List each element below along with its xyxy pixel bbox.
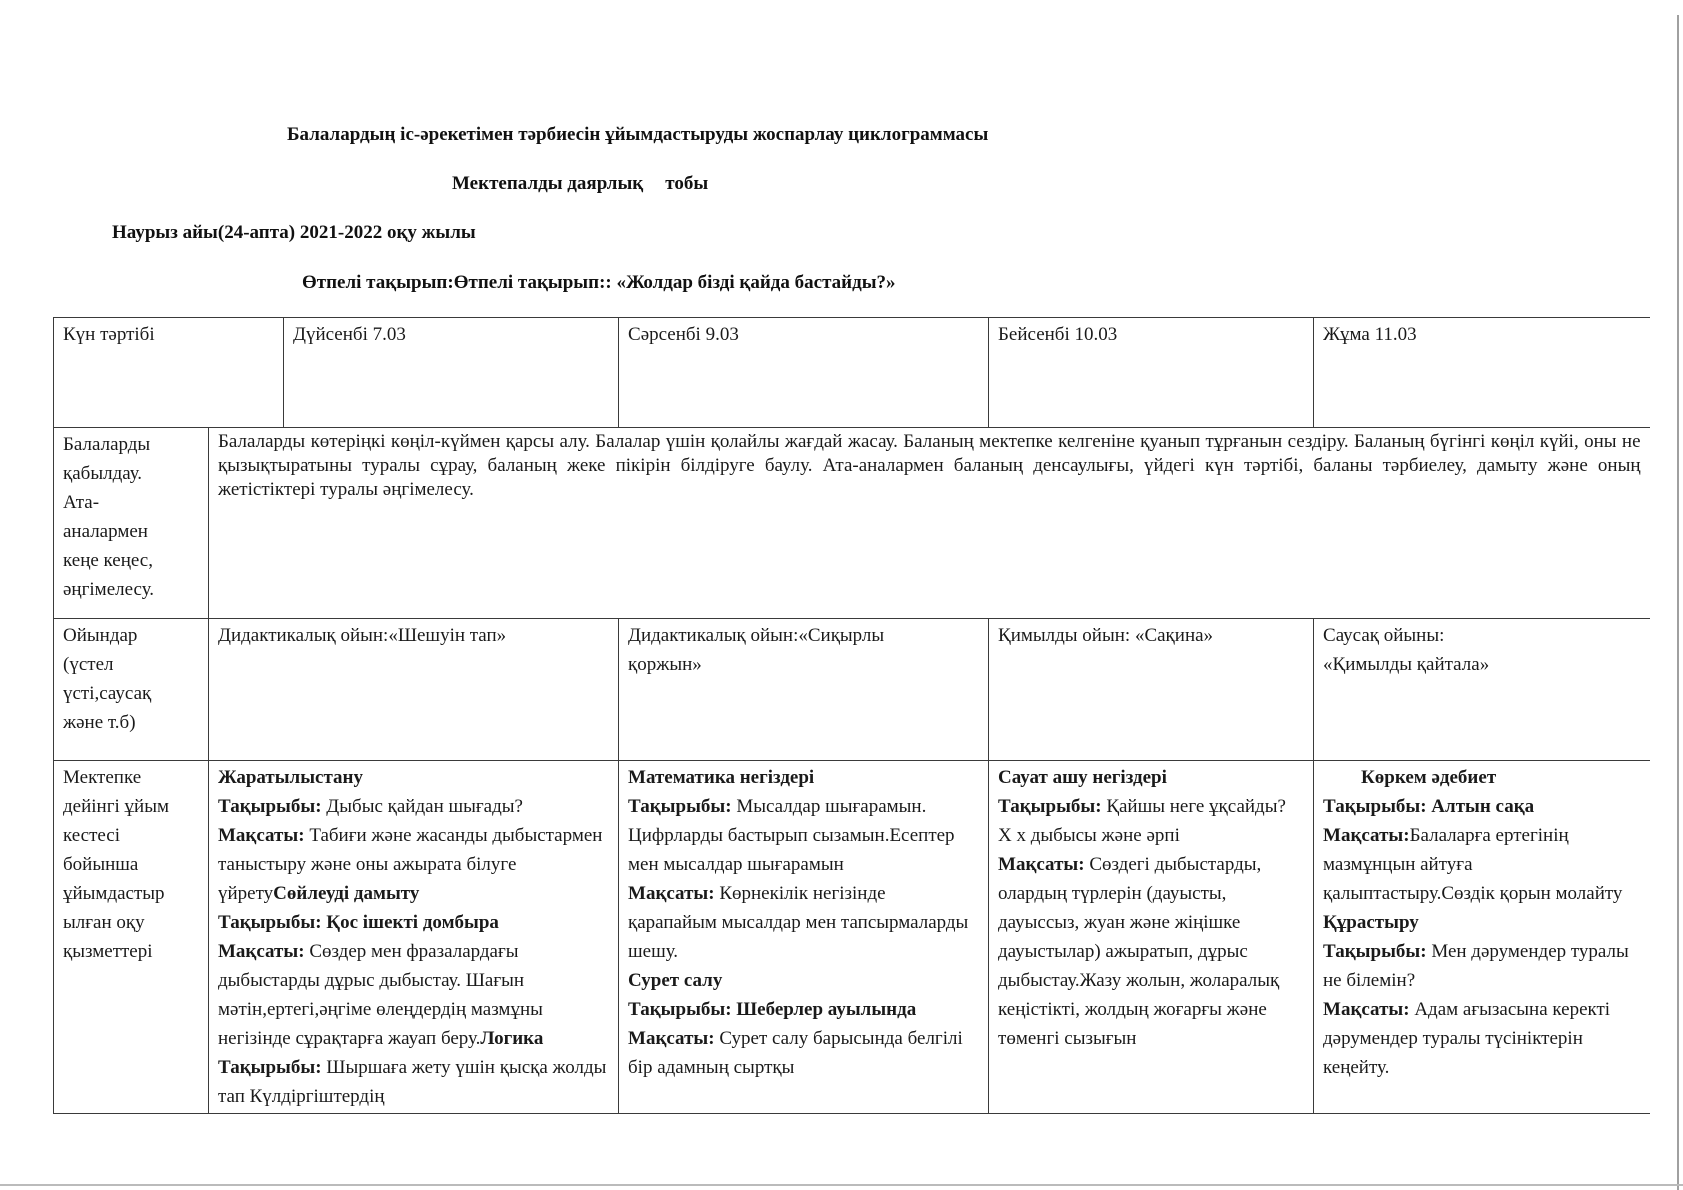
goal-text: Адам ағызасына керекті дәрумендер туралы түсініктерін кеңейту. <box>1323 999 1611 1078</box>
goal-label: Мақсаты: <box>628 883 715 904</box>
label-line: кестесі <box>63 825 121 846</box>
topic-text: Тақырыбы: Шеберлер ауылында <box>628 999 917 1020</box>
subject-title: Құрастыру <box>1323 912 1419 933</box>
topic-text: Тақырыбы: Қос ішекті домбыра <box>218 912 499 933</box>
label-line: ұйымдастыр <box>63 883 165 904</box>
topic-label: Тақырыбы: <box>628 796 732 817</box>
subject-title: Көркем әдебиет <box>1361 767 1497 788</box>
label-line: бойынша <box>63 854 139 875</box>
reception-description: Балаларды көтеріңкі көңіл-күймен қарсы алу. Балалар үшін қолайлы жағдай жасау. Баланың мектепке келгеніне қуанып тұрғанын сездіру. Баланың бүгінгі көңіл күйі, оны не қызықтыратыны туралы сұрау, баланың жеке пікірін білдіруге баулу. Ата-аналармен баланың денсаулығы, үйдегі күн тәртібі, баланы тәрбиелеу, дамыту және оның жетістіктері туралы әңгімелесу. <box>209 428 1650 619</box>
label-line: Балаларды <box>63 434 151 455</box>
subject-title: Логика <box>480 1028 544 1049</box>
document-title: Балалардың іс-әрекетімен тәрбиесін ұйымдастыруды жоспарлау циклограммасы <box>287 124 989 145</box>
game-text: Дидактикалық ойын:«Сиқырлы <box>628 625 885 646</box>
label-line: дейінгі ұйым <box>63 796 169 817</box>
goal-text: Сөздегі дыбыстарды, олардың түрлерін (дауысты, дауыссыз, жуан және жіңішке дауыстылар) ажыратып, дұрыс дыбыстау.Жазу жолын, жоларалық кеңістікті, жолдың жоғарғы және төменгі сызығын <box>998 854 1280 1049</box>
label-line: әңгімелесу. <box>63 579 155 600</box>
goal-label: Мақсаты: <box>218 941 305 962</box>
topic-label: Тақырыбы: <box>218 1057 322 1078</box>
label-line: және т.б) <box>63 712 136 733</box>
games-thursday <box>989 619 1314 761</box>
topic-text: Қайшы неге ұқсайды? <box>1101 796 1286 817</box>
header-day-schedule: Күн тәртібі <box>54 318 284 428</box>
group-name-text: Мектепалды даярлық <box>452 173 644 194</box>
goal-label: Мақсаты: <box>1323 999 1410 1020</box>
header-day-wednesday: Сәрсенбі 9.03 <box>619 318 989 428</box>
topic-text: Дыбыс қайдан шығады? <box>321 796 523 817</box>
table-row-games <box>54 619 1650 761</box>
label-line: Ойындар <box>63 625 138 646</box>
goal-text: Сурет салу барысында белгілі бір адамның сыртқы <box>628 1028 963 1078</box>
topic-text: Мен дәрумендер туралы не білемін? <box>1323 941 1629 991</box>
subject-title: Сөйлеуді дамыту <box>273 883 420 904</box>
label-line: Ата- <box>63 492 100 513</box>
label-line: ылған оқу <box>63 912 145 933</box>
topic-text: Тақырыбы: Алтын сақа <box>1323 796 1535 817</box>
games-friday <box>1314 619 1650 761</box>
label-line: аналармен <box>63 521 148 542</box>
header-day-friday: Жұма 11.03 <box>1314 318 1650 428</box>
label-line: кеңе кеңес, <box>63 550 153 571</box>
lessons-monday <box>209 761 619 1114</box>
subject-title: Сурет салу <box>628 970 723 991</box>
goal-text: Көрнекілік негізінде қарапайым мысалдар мен тапсырмаларды шешу. <box>628 883 969 962</box>
subject-title: Математика негіздері <box>628 767 815 788</box>
game-text: қоржын» <box>628 654 702 675</box>
topic-text: Мысалдар шығарамын. Цифрларды бастырып сызамын.Есептер мен мысалдар шығарамын <box>628 796 955 875</box>
game-text: Саусақ ойыны: <box>1323 625 1445 646</box>
games-wednesday <box>619 619 989 761</box>
subject-title: Жаратылыстану <box>218 767 363 788</box>
subject-title: Сауат ашу негіздері <box>998 767 1167 788</box>
label-line: Мектепке <box>63 767 142 788</box>
scan-edge-line <box>0 1184 1683 1186</box>
goal-label: Мақсаты: <box>218 825 305 846</box>
games-monday <box>209 619 619 761</box>
topic-label: Тақырыбы: <box>218 796 322 817</box>
cyclogram-table <box>53 317 1650 1114</box>
table-row-lessons <box>54 761 1650 1114</box>
lessons-wednesday <box>619 761 989 1114</box>
row-label-games <box>54 619 209 761</box>
topic-label: Тақырыбы: <box>1323 941 1427 962</box>
month-week-line: Наурыз айы(24-апта) 2021-2022 оқу жылы <box>112 222 476 243</box>
transitional-theme: Өтпелі тақырып:Өтпелі тақырып:: «Жолдар бізді қайда бастайды?» <box>302 272 896 293</box>
goal-label: Мақсаты: <box>628 1028 715 1049</box>
topic-label: Тақырыбы: <box>998 796 1102 817</box>
goal-text: Сөздер мен фразалардағы дыбыстарды дұрыс дыбыстау. Шағын мәтін,ертегі,әңгіме өлеңдердің мазмұны негізінде сұрақтарға жауап беру. <box>218 941 543 1049</box>
lessons-friday <box>1314 761 1650 1114</box>
header-day-monday: Дүйсенбі 7.03 <box>284 318 619 428</box>
group-name <box>452 173 708 195</box>
game-text: «Қимылды қайтала» <box>1323 654 1490 675</box>
row-label-reception <box>54 428 209 619</box>
goal-text: Табиғи және жасанды дыбыстармен таныстыру және оны ажырата білуге үйрету <box>218 825 603 904</box>
label-line: қызметтері <box>63 941 153 962</box>
table-header-row <box>54 318 1650 428</box>
label-line: (үстел <box>63 654 114 675</box>
letter-line: Х х дыбысы және әрпі <box>998 825 1180 846</box>
label-line: қабылдау. <box>63 463 143 484</box>
game-text: Қимылды ойын: «Сақина» <box>998 625 1214 646</box>
goal-label: Мақсаты: <box>998 854 1085 875</box>
header-day-thursday: Бейсенбі 10.03 <box>989 318 1314 428</box>
goal-label: Мақсаты: <box>1323 825 1410 846</box>
topic-text: Шыршаға жету үшін қысқа жолды тап Күлдіргіштердің <box>218 1057 607 1107</box>
goal-text: Балаларға ертегінің мазмұнцын айтуға қалыптастыру.Сөздік қорын молайту <box>1323 825 1623 904</box>
group-suffix: тобы <box>665 173 709 194</box>
lessons-thursday <box>989 761 1314 1114</box>
label-line: үсті,саусақ <box>63 683 152 704</box>
game-text: Дидактикалық ойын:«Шешуін тап» <box>218 625 507 646</box>
scan-edge-line <box>1677 15 1679 1190</box>
row-label-lessons <box>54 761 209 1114</box>
table-row-reception <box>54 428 1650 619</box>
